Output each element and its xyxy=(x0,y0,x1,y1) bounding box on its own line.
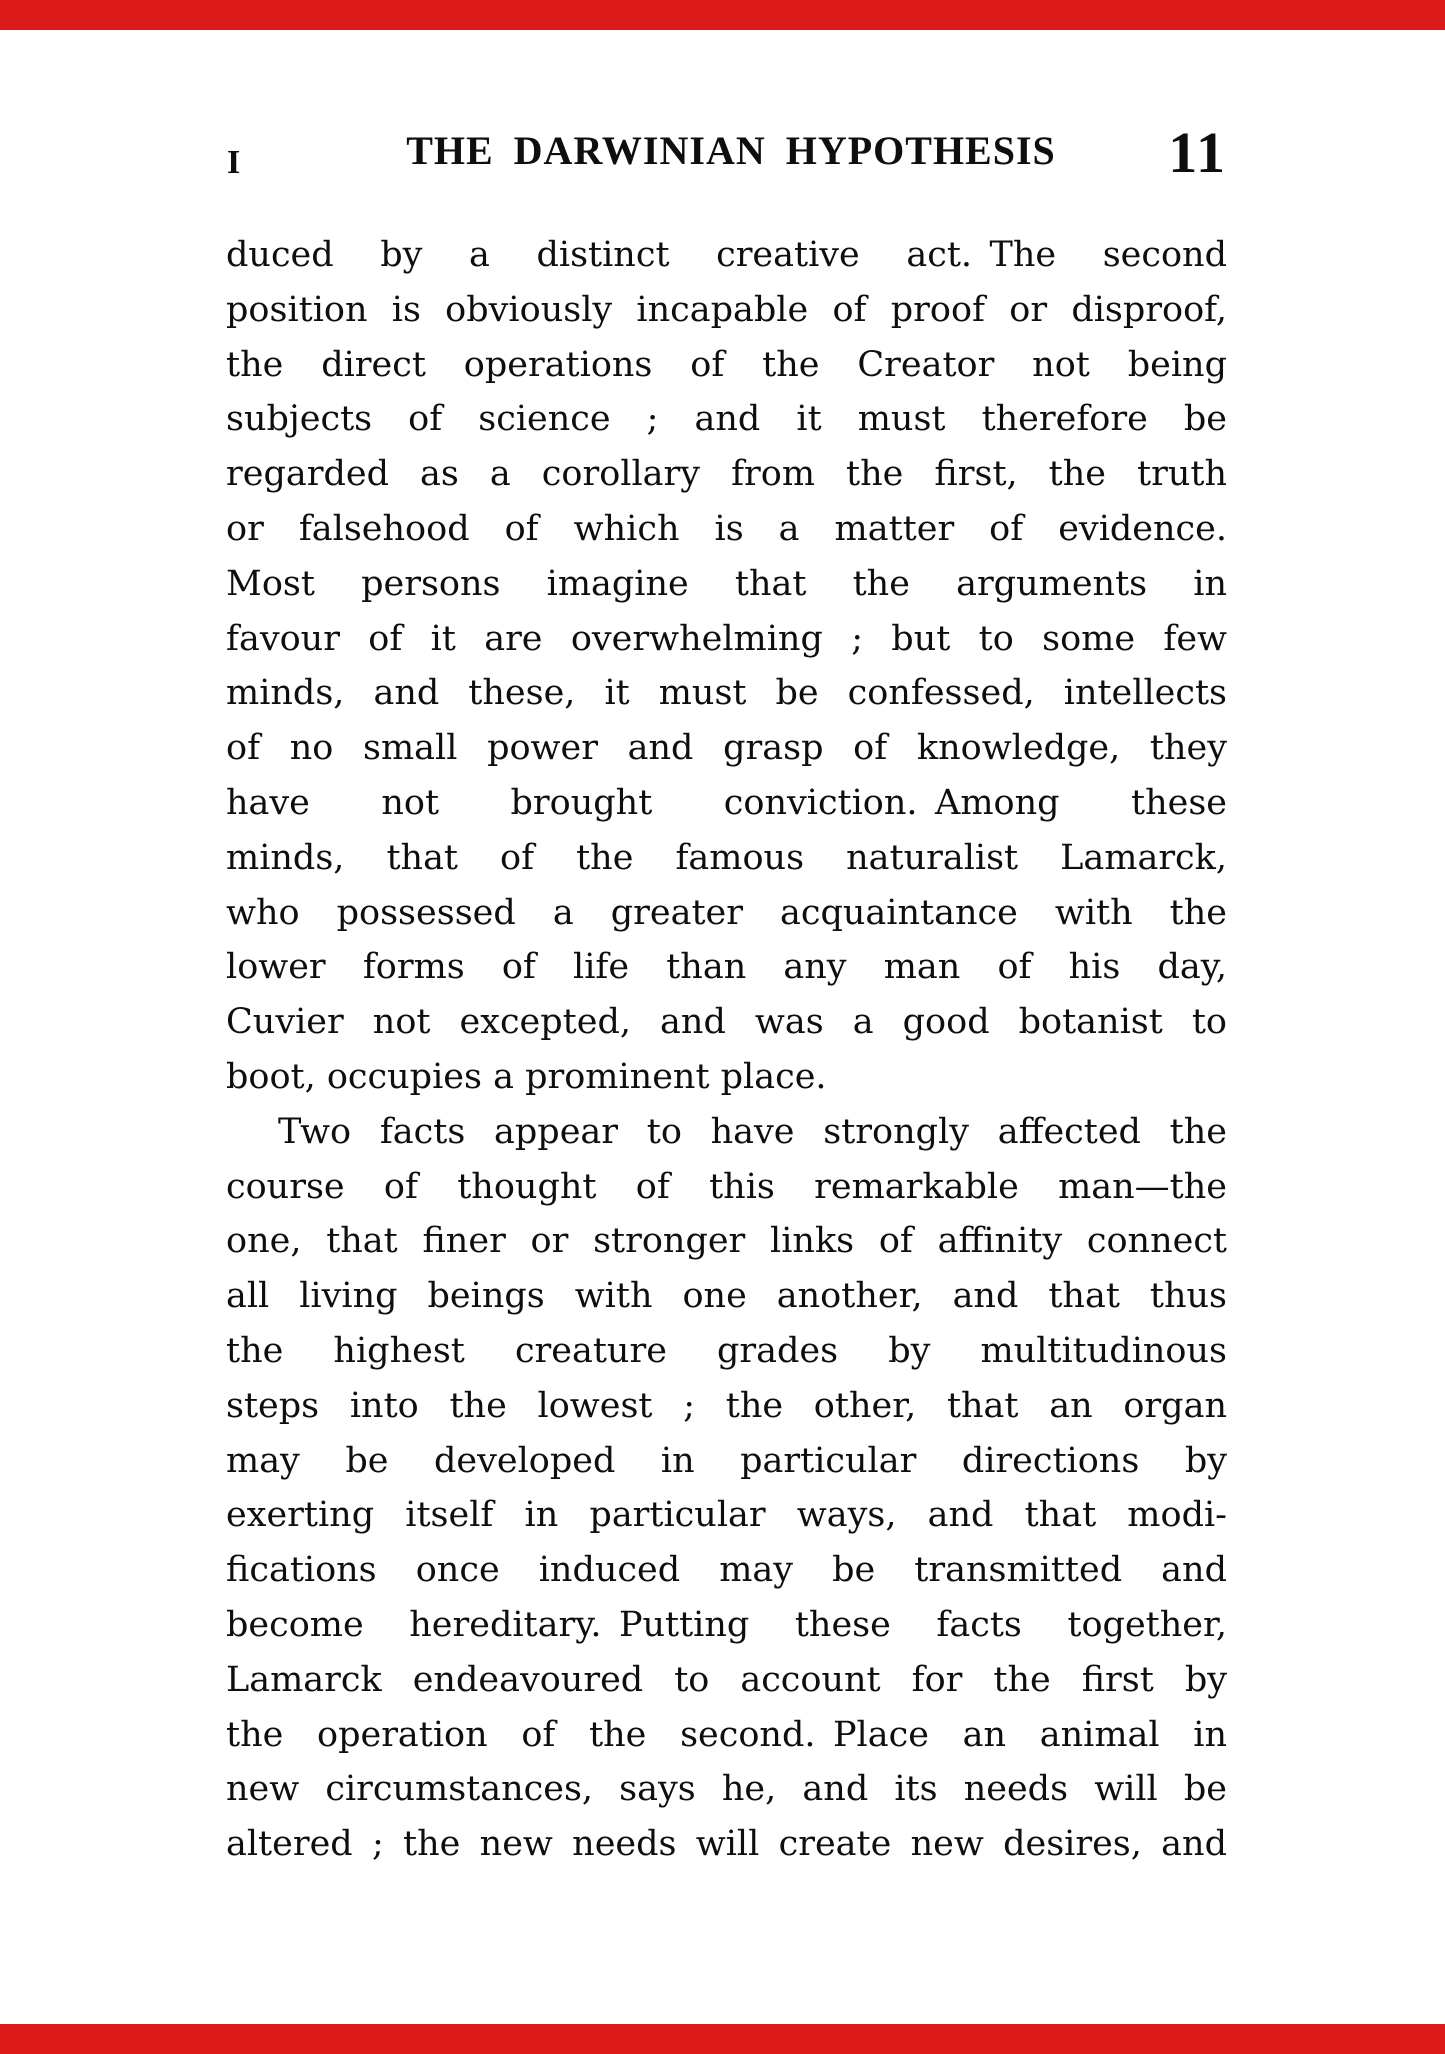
text-line: favour of it are overwhelming ; but to some few xyxy=(226,618,1227,659)
text-line: Two facts appear to have strongly affected the xyxy=(278,1111,1227,1152)
text-line: minds, and these, it must be confessed, intellects xyxy=(226,673,1227,714)
bottom-scan-edge-bar xyxy=(0,2024,1445,2054)
text-line: boot, occupies a prominent place. xyxy=(226,1056,827,1097)
text-line: of no small power and grasp of knowledge, they xyxy=(226,728,1227,769)
text-line: fications once induced may be transmitted and xyxy=(226,1550,1227,1591)
text-line: the highest creature grades by multitudinous xyxy=(226,1330,1227,1371)
text-line: may be developed in particular directions by xyxy=(226,1440,1227,1481)
text-line: who possessed a greater acquaintance with the xyxy=(226,892,1227,933)
page-number: 11 xyxy=(1168,120,1227,185)
text-line: position is obviously incapable of proof or disproof, xyxy=(226,289,1227,330)
text-line: one, that finer or stronger links of affinity connect xyxy=(226,1221,1227,1262)
text-line: duced by a distinct creative act. The second xyxy=(226,235,1227,275)
text-line: all living beings with one another, and that thus xyxy=(226,1276,1227,1317)
signature-mark: I xyxy=(227,144,241,181)
text-line: the direct operations of the Creator not being xyxy=(226,344,1227,385)
text-line: or falsehood of which is a matter of evidence. xyxy=(226,508,1227,549)
text-line: regarded as a corollary from the first, the truth xyxy=(226,454,1227,495)
text-line: altered ; the new needs will create new desires, and xyxy=(226,1824,1227,1865)
text-line: Most persons imagine that the arguments in xyxy=(226,563,1227,604)
text-line: Lamarck endeavoured to account for the first by xyxy=(226,1659,1227,1700)
text-line: new circumstances, says he, and its needs will be xyxy=(226,1769,1227,1810)
top-scan-edge-bar xyxy=(0,0,1445,30)
text-line: have not brought conviction. Among these xyxy=(226,782,1227,823)
text-line: subjects of science ; and it must therefore be xyxy=(226,399,1227,440)
text-line: steps into the lowest ; the other, that an organ xyxy=(226,1385,1227,1426)
text-line: minds, that of the famous naturalist Lamarck, xyxy=(226,837,1227,878)
text-line: Cuvier not excepted, and was a good botanist to xyxy=(226,1002,1227,1043)
text-line: become hereditary. Putting these facts together, xyxy=(226,1604,1227,1645)
text-line: exerting itself in particular ways, and that modi- xyxy=(226,1495,1227,1536)
text-line: course of thought of this remarkable man—the xyxy=(226,1166,1227,1207)
running-title: THE DARWINIAN HYPOTHESIS xyxy=(406,128,1056,173)
text-line: lower forms of life than any man of his day, xyxy=(226,947,1227,988)
text-line: the operation of the second. Place an animal in xyxy=(226,1714,1227,1755)
body-text xyxy=(226,228,1227,1872)
